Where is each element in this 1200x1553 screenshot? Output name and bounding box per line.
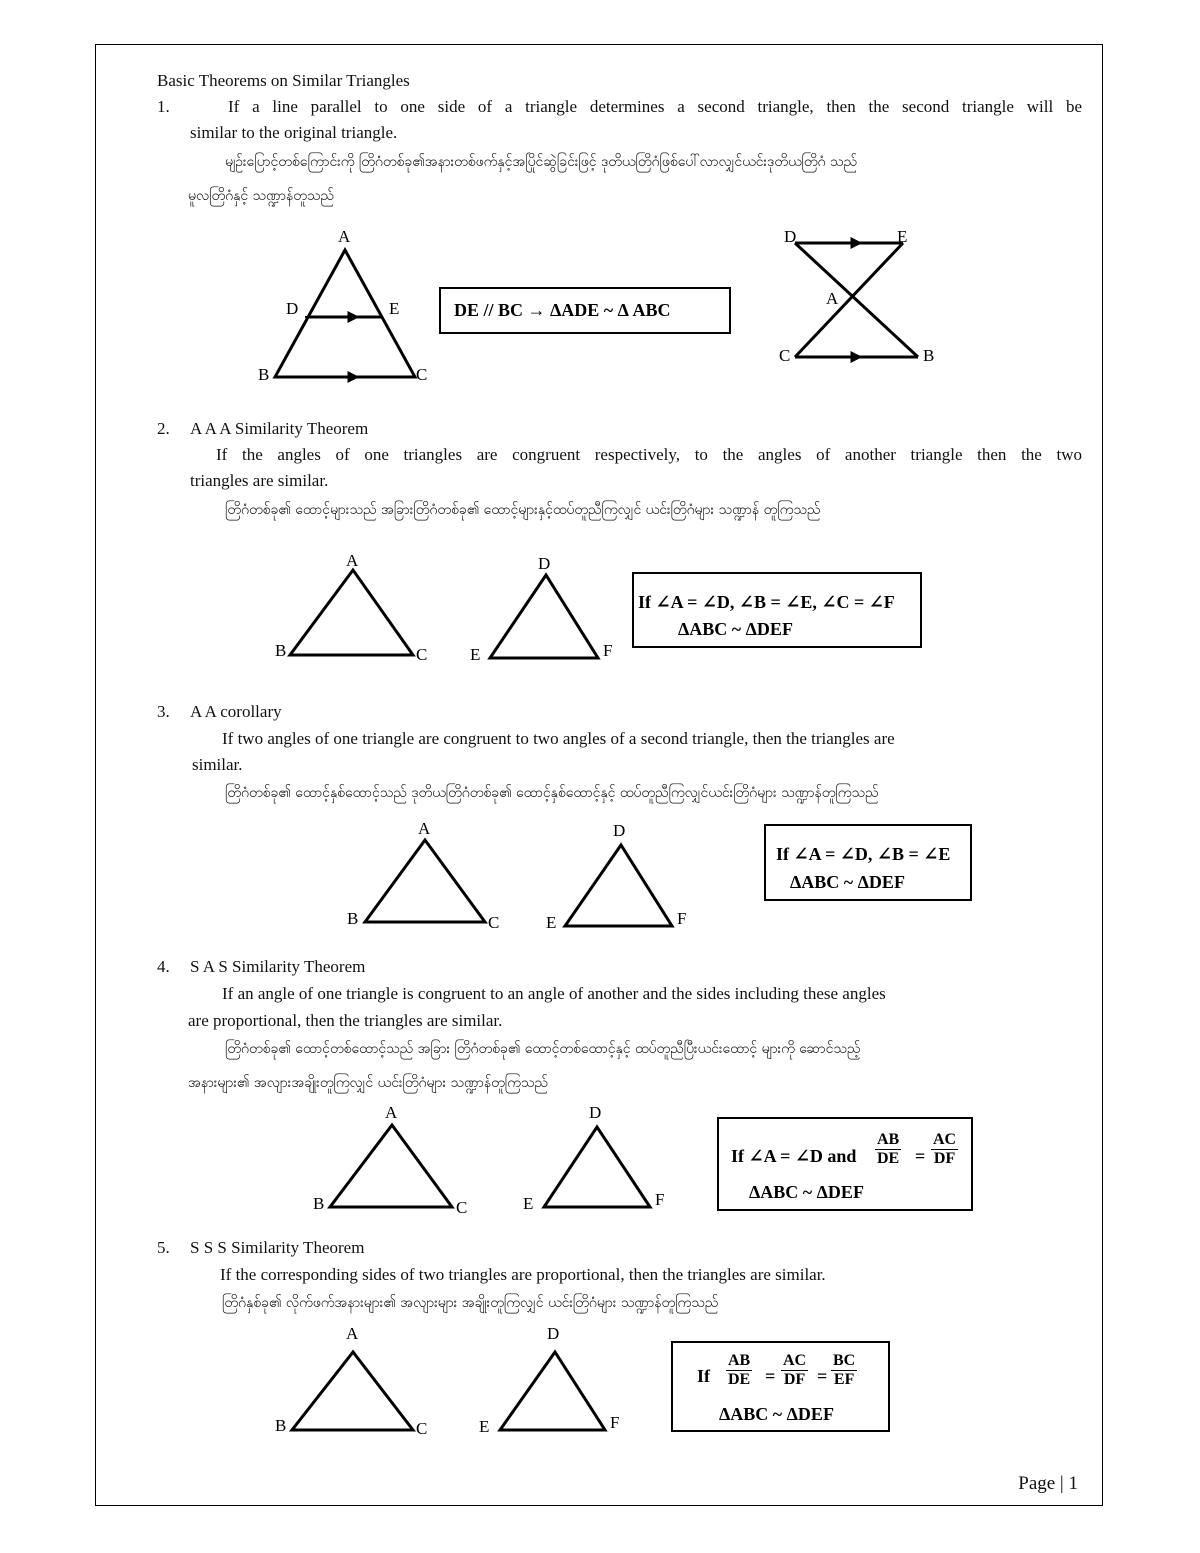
- theorem-2-myanmar-line1: တြိဂံတစ်ခု၏ ထောင့်များသည် အခြားတြိဂံတစ်ခု၏ ထောင့်များနှင့်ထပ်တူညီကြလျှင် ယင်းတြိဂံများ သဏ္ဍာန် တူကြသည်: [225, 502, 821, 518]
- label-d: D: [286, 299, 299, 318]
- svg-text:C: C: [416, 1419, 428, 1438]
- theorem-4-box-line2: ΔABC ~ ΔDEF: [749, 1182, 864, 1202]
- theorem-2-text-line1: If the angles of one triangles are congruent respectively, to the angles of another triangle then the two: [216, 445, 1082, 464]
- theorem-4-fraction-ac-df: $\frac{AC}{DF}$: [933, 1131, 957, 1167]
- svg-text:D: D: [538, 554, 551, 573]
- theorem-4-myanmar-line1: တြိဂံတစ်ခု၏ ထောင့်တစ်ထောင့်သည် အခြား တြိဂံတစ်ခု၏ ထောင့်တစ်ထောင့်နှင့် ထပ်တူညီပြီးယင်းထောင့် များကို ဆောင်သည့်: [225, 1041, 861, 1057]
- svg-text:A: A: [346, 1324, 359, 1343]
- svg-text:C: C: [416, 645, 428, 664]
- label-e: E: [389, 299, 400, 318]
- theorem-5-myanmar-line1: တြိဂံနှစ်ခု၏ လိုက်ဖက်အနားများ၏ အလျားများ အချိုးတူကြလျှင် ယင်းတြိဂံများ သဏ္ဍာန်တူကြသည်: [222, 1295, 719, 1311]
- page-number: Page | 1: [1018, 1473, 1078, 1494]
- theorem-2-number: 2.: [157, 419, 170, 438]
- theorem-5-number: 5.: [157, 1238, 170, 1257]
- theorem-3-heading: A A corollary: [190, 702, 282, 721]
- theorem-4-fraction-ab-de: $\frac{AB}{DE}$: [877, 1131, 900, 1167]
- theorem-5-heading: S S S Similarity Theorem: [190, 1238, 365, 1257]
- svg-text:C: C: [456, 1198, 468, 1217]
- theorem-3-myanmar-line1: တြိဂံတစ်ခု၏ ထောင့်နှစ်ထောင့်သည် ဒုတိယတြိဂံတစ်ခု၏ ထောင့်နှစ်ထောင့်နှင့် ထပ်တူညီကြလျှင်ယင်းတြိဂံများ သဏ္ဍာန်တူကြသည်: [225, 785, 879, 801]
- theorem-3-text-line2: similar.: [192, 755, 243, 774]
- svg-text:B: B: [313, 1194, 325, 1213]
- theorem-3-box-line2: ΔABC ~ ΔDEF: [790, 872, 905, 892]
- theorem-2-text-line2: triangles are similar.: [190, 471, 329, 490]
- theorem-4-box-prefix: If ∠A = ∠D and: [731, 1146, 857, 1166]
- theorem-1-number: 1.: [157, 97, 170, 116]
- label-b2: B: [923, 346, 935, 365]
- theorem-2-box-line1: If ∠A = ∠D, ∠B = ∠E, ∠C = ∠F: [638, 592, 895, 612]
- svg-text:E: E: [479, 1417, 490, 1436]
- label-a2: A: [826, 289, 839, 308]
- svg-text:E: E: [546, 913, 557, 932]
- svg-text:A: A: [385, 1103, 398, 1122]
- theorem-5-equals-2: =: [817, 1366, 828, 1386]
- theorem-2-heading: A A A Similarity Theorem: [190, 419, 369, 438]
- theorem-5-text-line1: If the corresponding sides of two triangles are proportional, then the triangles are similar.: [220, 1265, 826, 1284]
- theorem-1-myanmar-line1: မျဉ်းပြောင့်တစ်ကြောင်းကို တြိဂံတစ်ခု၏အနားတစ်ဖက်နှင့်အပြိုင်ဆွဲခြင်းဖြင့် ဒုတိယတြိဂံဖြစ်ပေါ်လာလျှင်ယင်းဒုတိယတြိဂံ သည်: [225, 154, 858, 170]
- label-e2: E: [897, 227, 908, 246]
- theorem-4-number: 4.: [157, 957, 170, 976]
- theorem-5-fraction-ab-de: $\frac{AB}{DE}$: [728, 1352, 751, 1388]
- label-a: A: [338, 227, 351, 246]
- label-c2: C: [779, 346, 791, 365]
- theorem-2-box-line2: ΔABC ~ ΔDEF: [678, 619, 793, 639]
- svg-text:B: B: [275, 1416, 287, 1435]
- theorem-1-text-line2: similar to the original triangle.: [190, 123, 398, 142]
- theorem-4-text-line2: are proportional, then the triangles are similar.: [188, 1011, 503, 1030]
- svg-text:C: C: [488, 913, 500, 932]
- svg-text:F: F: [603, 641, 613, 660]
- svg-text:E: E: [523, 1194, 534, 1213]
- label-b: B: [258, 365, 270, 384]
- theorem-3-box-line1: If ∠A = ∠D, ∠B = ∠E: [776, 844, 951, 864]
- theorem-3-text-line1: If two angles of one triangle are congruent to two angles of a second triangle, then the triangles are: [222, 729, 895, 748]
- page-title: Basic Theorems on Similar Triangles: [157, 71, 410, 90]
- theorem-4-text-line1: If an angle of one triangle is congruent to an angle of another and the sides including these angles: [222, 984, 886, 1003]
- svg-text:A: A: [418, 819, 431, 838]
- theorem-5-box-line2: ΔABC ~ ΔDEF: [719, 1404, 834, 1424]
- theorem-1-myanmar-line2: မူလတြိဂံနှင့် သဏ္ဍာန်တူသည်: [188, 188, 334, 204]
- svg-text:D: D: [613, 821, 626, 840]
- theorem-4-myanmar-line2: အနားများ၏ အလျားအချိုးတူကြလျှင် ယင်းတြိဂံများ သဏ္ဍာန်တူကြသည်: [188, 1075, 548, 1091]
- svg-text:F: F: [610, 1413, 620, 1432]
- svg-text:F: F: [677, 909, 687, 928]
- theorem-4-heading: S A S Similarity Theorem: [190, 957, 366, 976]
- theorem-5-box: [671, 1341, 890, 1432]
- theorem-5-box-prefix: If: [697, 1366, 710, 1386]
- theorem-5-equals-1: =: [765, 1366, 776, 1386]
- theorem-1-box-text: DE // BC → ΔADE ~ Δ ABC: [454, 300, 671, 320]
- svg-text:D: D: [547, 1324, 560, 1343]
- theorem-5-fraction-bc-ef: $\frac{BC}{EF}$: [833, 1352, 856, 1388]
- theorem-5-fraction-ac-df: $\frac{AC}{DF}$: [783, 1352, 807, 1388]
- svg-text:D: D: [589, 1103, 602, 1122]
- label-d2: D: [784, 227, 797, 246]
- theorem-3-number: 3.: [157, 702, 170, 721]
- svg-text:B: B: [275, 641, 287, 660]
- svg-text:B: B: [347, 909, 359, 928]
- theorem-4-equals: =: [915, 1146, 926, 1166]
- svg-text:E: E: [470, 645, 481, 664]
- theorem-1-text-line1: If a line parallel to one side of a triangle determines a second triangle, then the second triangle will be: [228, 97, 1082, 116]
- svg-text:A: A: [346, 551, 359, 570]
- label-c: C: [416, 365, 428, 384]
- svg-text:F: F: [655, 1190, 665, 1209]
